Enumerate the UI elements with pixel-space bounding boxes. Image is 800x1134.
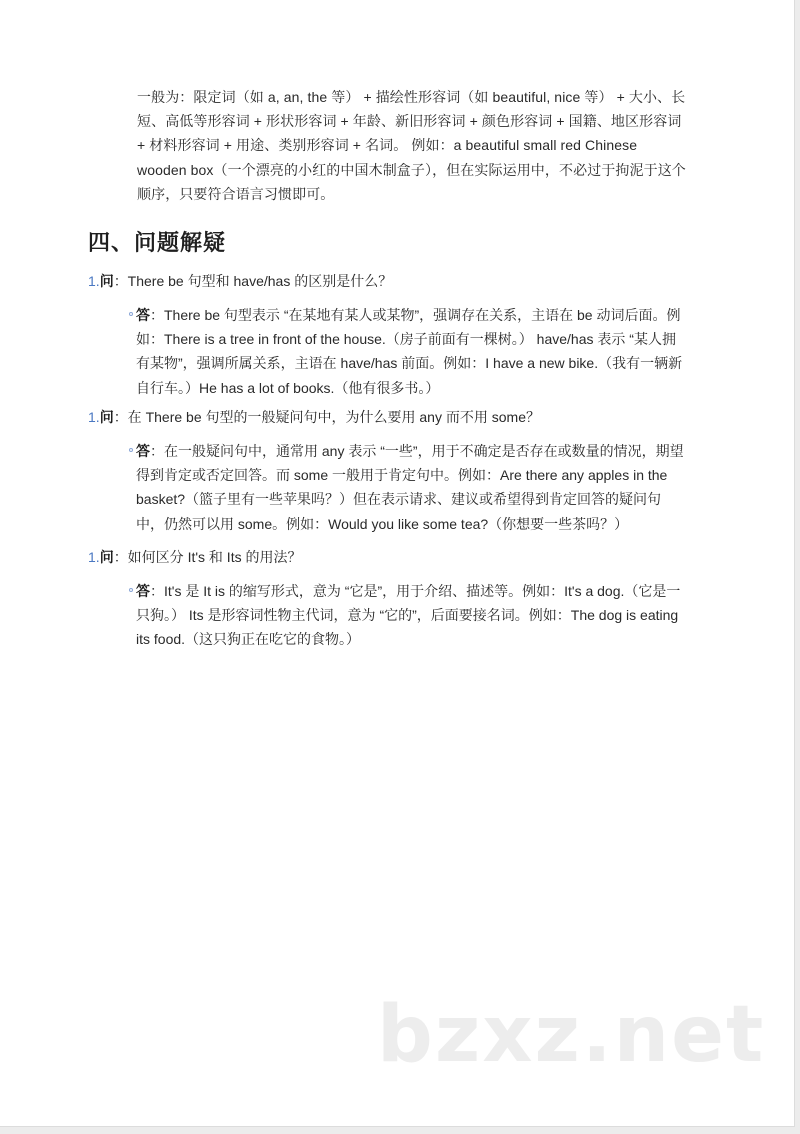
answer-label: 答 (136, 307, 150, 323)
intro-paragraph: 一般为：限定词（如 a, an, the 等） + 描绘性形容词（如 beautiful, nice 等） + 大小、长短、高低等形容词 + 形状形容词 + 年龄、新旧形容词 + 颜色形容词 + 国籍、地区形容词 + 材料形容词 + 用途、类别形容词 + 名词。 例如：a beautiful small red Chinese wooden box（一个漂亮的小红的中国木制盒子），但在实际运用中，不必过于拘泥于这个顺序，只要符合语言习惯即可。 (137, 89, 686, 202)
bullet-icon (129, 588, 133, 592)
question-text: ：There be 句型和 have/has 的区别是什么？ (113, 273, 393, 289)
answer-text: ：在一般疑问句中，通常用 any 表示 “一些”，用于不确定是否存在或数量的情况，期望得到肯定或否定回答。而 some 一般用于肯定句中。例如：Are there any apples in the basket?（篮子里有一些苹果吗？）但在表示请求、建议或希望得到肯定回答的疑问句中，仍然可以用 some。例如：Would you like some tea?（你想要一些茶吗？） (136, 443, 684, 532)
answer-label: 答 (136, 583, 150, 599)
question (88, 405, 708, 429)
bullet-icon (129, 448, 133, 452)
answer (136, 439, 688, 536)
bullet-icon (129, 312, 133, 316)
list-number: 1. (88, 273, 100, 289)
question (88, 269, 708, 293)
list-number: 1. (88, 409, 100, 425)
answer-text: ：There be 句型表示 “在某地有某人或某物”，强调存在关系，主语在 be 动词后面。例如：There is a tree in front of the house.（房子前面有一棵树。） have/has 表示 “某人拥有某物”，强调所属关系，主语在 have/has 前面。例如：I have a new bike.（我有一辆新自行车。）He has a lot of books.（他有很多书。） (136, 307, 683, 396)
answer (136, 303, 688, 400)
question-text: ：如何区分 It's 和 Its 的用法？ (113, 549, 302, 565)
question-label: 问 (99, 549, 114, 565)
watermark: bzxz.net (377, 990, 766, 1080)
question (88, 545, 708, 569)
question-label: 问 (99, 409, 114, 425)
qa-item-1 (88, 269, 708, 400)
qa-item-3 (88, 545, 708, 652)
answer-text: ：It's 是 It is 的缩写形式，意为 “它是”，用于介绍、描述等。例如：It's a dog.（它是一只狗。） Its 是形容词性物主代词，意为 “它的”，后面要接名词。例如：The dog is eating its food.（这只狗正在吃它的食物。） (136, 583, 681, 648)
section-title: 四、问题解疑 (88, 230, 227, 255)
answer (136, 579, 688, 652)
question-label: 问 (99, 273, 114, 289)
list-number: 1. (88, 549, 100, 565)
qa-item-2 (88, 405, 708, 536)
answer-label: 答 (136, 443, 150, 459)
question-text: ：在 There be 句型的一般疑问句中，为什么要用 any 而不用 some？ (113, 409, 540, 425)
